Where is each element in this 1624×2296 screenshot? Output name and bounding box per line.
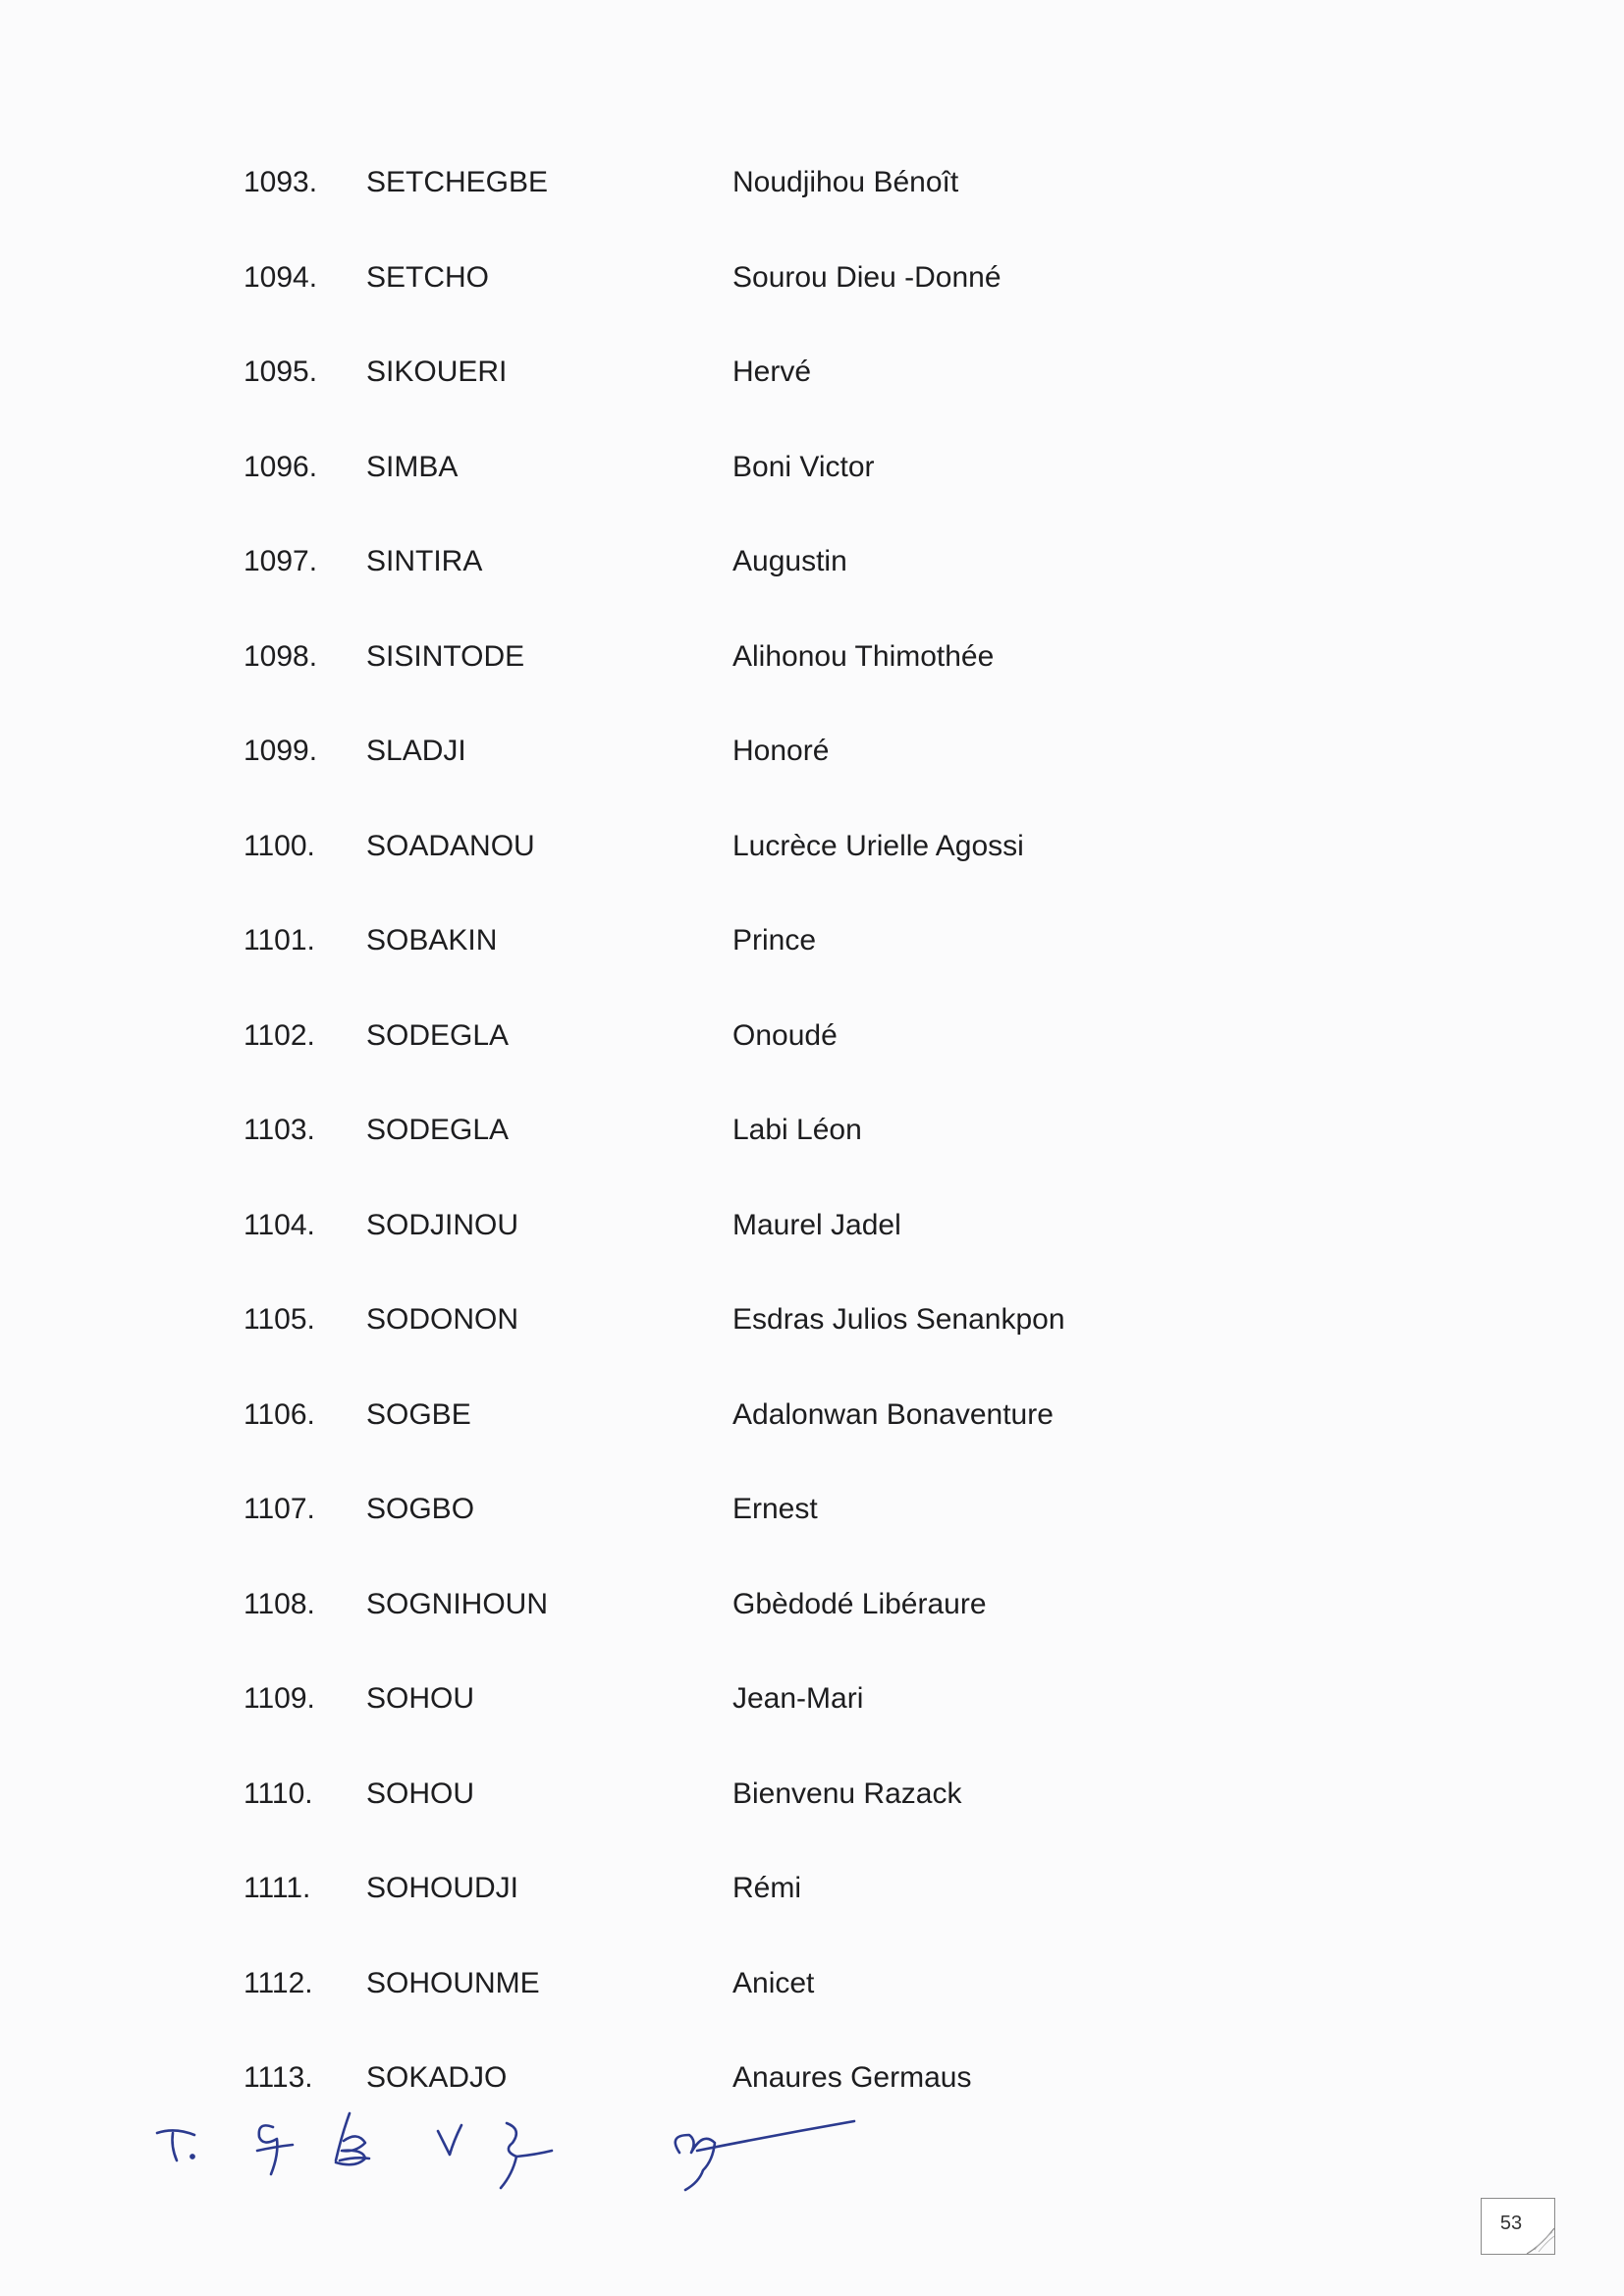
list-item <box>0 732 1624 771</box>
entry-given-names: Maurel Jadel <box>732 1209 901 1241</box>
list-item <box>0 258 1624 298</box>
entry-given-names: Anicet <box>732 1967 815 1999</box>
list-item <box>0 1395 1624 1435</box>
entry-surname: SOHOUDJI <box>366 1872 519 1904</box>
entry-number: 1104. <box>244 1209 315 1241</box>
entry-number: 1096. <box>244 451 318 483</box>
list-item <box>0 1111 1624 1150</box>
list-item <box>0 353 1624 392</box>
list-item <box>0 1585 1624 1624</box>
entry-surname: SETCHEGBE <box>366 166 549 198</box>
entry-given-names: Honoré <box>732 735 830 767</box>
entry-number: 1101. <box>244 924 315 957</box>
entry-given-names: Prince <box>732 924 817 957</box>
entry-surname: SODEGLA <box>366 1019 510 1052</box>
entry-number: 1102. <box>244 1019 315 1052</box>
entry-surname: SOKADJO <box>366 2061 508 2094</box>
entry-number: 1112. <box>244 1967 313 1999</box>
entry-number: 1107. <box>244 1493 315 1525</box>
entry-surname: SOADANOU <box>366 830 535 862</box>
entry-given-names: Jean-Mari <box>732 1682 864 1715</box>
page-number-box <box>1481 2198 1555 2255</box>
entry-given-names: Ernest <box>732 1493 818 1525</box>
list-item <box>0 921 1624 960</box>
entry-given-names: Adalonwan Bonaventure <box>732 1398 1054 1431</box>
entry-surname: SODEGLA <box>366 1114 510 1146</box>
list-item <box>0 1016 1624 1056</box>
entry-surname: SODJINOU <box>366 1209 519 1241</box>
list-item <box>0 1300 1624 1339</box>
entry-number: 1109. <box>244 1682 315 1715</box>
entry-number: 1098. <box>244 640 318 673</box>
entry-surname: SOGBO <box>366 1493 475 1525</box>
entry-surname: SOGNIHOUN <box>366 1588 549 1620</box>
list-item <box>0 1869 1624 1908</box>
list-item <box>0 1679 1624 1719</box>
entry-surname: SODONON <box>366 1303 519 1336</box>
entry-number: 1110. <box>244 1777 313 1810</box>
page-curl-icon <box>1525 2226 1556 2256</box>
entry-surname: SOHOUNME <box>366 1967 540 1999</box>
entry-surname: SIMBA <box>366 451 459 483</box>
entry-surname: SOGBE <box>366 1398 471 1431</box>
entry-number: 1097. <box>244 545 318 577</box>
entry-given-names: Gbèdodé Libéraure <box>732 1588 987 1620</box>
entry-surname: SIKOUERI <box>366 355 508 388</box>
entry-given-names: Anaures Germaus <box>732 2061 972 2094</box>
handwritten-initials <box>147 2092 893 2219</box>
list-item <box>0 448 1624 487</box>
entry-given-names: Onoudé <box>732 1019 838 1052</box>
entry-number: 1113. <box>244 2061 313 2094</box>
entry-given-names: Boni Victor <box>732 451 875 483</box>
entry-given-names: Alihonou Thimothée <box>732 640 995 673</box>
entry-given-names: Noudjihou Bénoît <box>732 166 959 198</box>
entry-surname: SISINTODE <box>366 640 525 673</box>
entry-surname: SETCHO <box>366 261 490 294</box>
entry-number: 1100. <box>244 830 315 862</box>
entry-number: 1094. <box>244 261 318 294</box>
entry-surname: SLADJI <box>366 735 466 767</box>
entry-given-names: Labi Léon <box>732 1114 862 1146</box>
entry-number: 1103. <box>244 1114 315 1146</box>
entry-surname: SOBAKIN <box>366 924 498 957</box>
entry-number: 1095. <box>244 355 318 388</box>
entry-number: 1108. <box>244 1588 315 1620</box>
entry-surname: SOHOU <box>366 1682 475 1715</box>
entry-given-names: Sourou Dieu -Donné <box>732 261 1001 294</box>
entry-surname: SOHOU <box>366 1777 475 1810</box>
list-item <box>0 1964 1624 2003</box>
entry-number: 1111. <box>244 1872 311 1904</box>
entry-given-names: Bienvenu Razack <box>732 1777 962 1810</box>
entry-number: 1099. <box>244 735 318 767</box>
list-item <box>0 1206 1624 1245</box>
entry-given-names: Augustin <box>732 545 847 577</box>
entry-given-names: Lucrèce Urielle Agossi <box>732 830 1024 862</box>
entry-given-names: Rémi <box>732 1872 802 1904</box>
list-item <box>0 1490 1624 1529</box>
list-item <box>0 1775 1624 1814</box>
list-item <box>0 637 1624 677</box>
entry-surname: SINTIRA <box>366 545 483 577</box>
list-item <box>0 542 1624 581</box>
entry-number: 1106. <box>244 1398 315 1431</box>
page-number: 53 <box>1499 2213 1523 2234</box>
list-item <box>0 827 1624 866</box>
list-item <box>0 163 1624 202</box>
entry-number: 1093. <box>244 166 318 198</box>
entry-given-names: Hervé <box>732 355 812 388</box>
entry-given-names: Esdras Julios Senankpon <box>732 1303 1065 1336</box>
entry-number: 1105. <box>244 1303 315 1336</box>
